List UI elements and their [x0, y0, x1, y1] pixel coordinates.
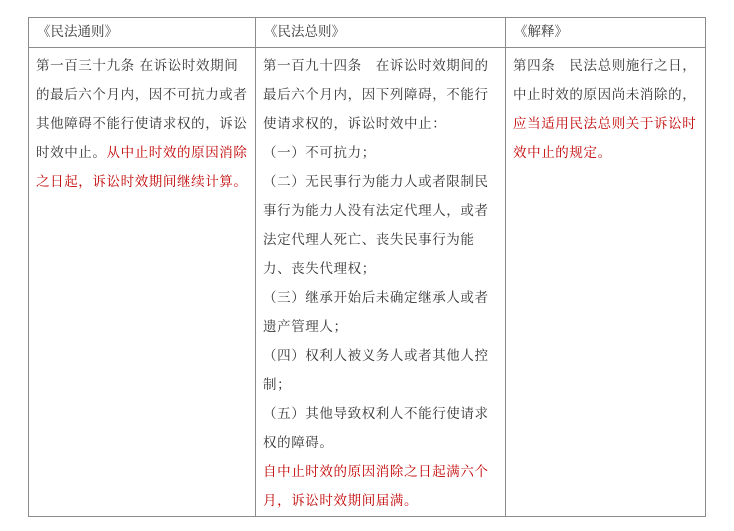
header-interpretation: 《解释》 [506, 18, 706, 48]
article-139-highlight: 从中止时效的原因消除之日起，诉讼时效期间继续计算。 [36, 145, 248, 190]
header-general-provisions-civil-law: 《民法总则》 [256, 18, 506, 48]
header-general-principles-civil-law: 《民法通则》 [29, 18, 256, 48]
article-194-item-2: （二）无民事行为能力人或者限制民事行为能力人没有法定代理人，或者法定代理人死亡、丧失民事行为能力、丧失代理权； [263, 174, 489, 277]
header-row [29, 18, 706, 48]
article-194-item-1: （一）不可抗力； [263, 145, 376, 161]
article-194-item-3: （三）继承开始后未确定继承人或者遗产管理人； [263, 290, 489, 335]
comparison-table [28, 17, 706, 517]
cell-interpretation [506, 48, 706, 517]
article-4-highlight: 应当适用民法总则关于诉讼时效中止的规定。 [513, 116, 697, 161]
article-194-item-4: （四）权利人被义务人或者其他人控制； [263, 348, 489, 393]
article-139-text: 第一百三十九条 在诉讼时效期间的最后六个月内，因不可抗力或者其他障碍不能行使请求权的，诉讼时效中止。 [36, 58, 248, 161]
article-194-highlight: 自中止时效的原因消除之日起满六个月，诉讼时效期间届满。 [263, 464, 489, 509]
article-194-item-5: （五）其他导致权利人不能行使请求权的障碍。 [263, 406, 489, 451]
article-194-intro: 第一百九十四条 在诉讼时效期间的最后六个月内，因下列障碍，不能行使请求权的，诉讼时效中止： [263, 58, 489, 132]
cell-general-provisions [256, 48, 506, 517]
content-row [29, 48, 706, 517]
cell-general-principles [29, 48, 256, 517]
article-4-text: 第四条 民法总则施行之日，中止时效的原因尚未消除的， [513, 58, 697, 103]
